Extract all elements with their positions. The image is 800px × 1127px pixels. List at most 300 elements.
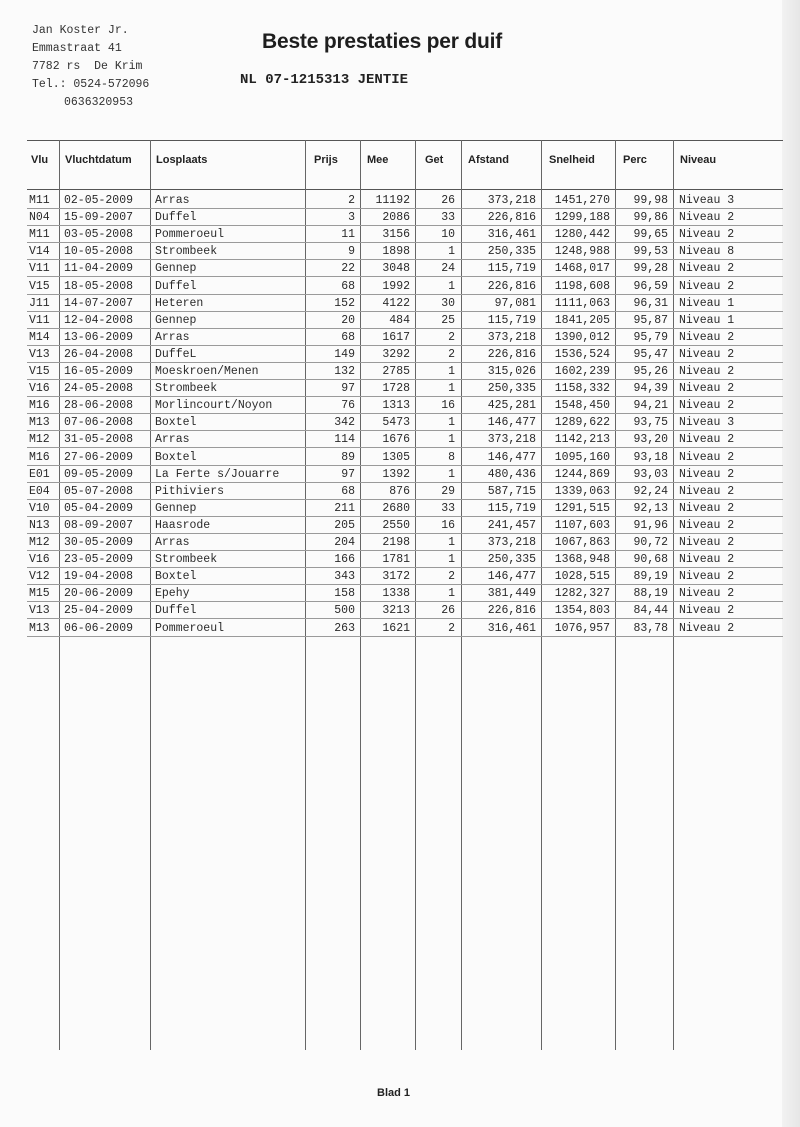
table-row: [27, 329, 783, 346]
table-row: [27, 585, 783, 602]
cell-perc: 88,19: [633, 587, 668, 601]
cell-snelheid: 1548,450: [554, 399, 610, 413]
cell-vluchtdatum: 28-06-2008: [64, 399, 134, 413]
cell-vlu: V16: [29, 553, 50, 567]
cell-vluchtdatum: 25-04-2009: [64, 604, 134, 618]
cell-prijs: 22: [341, 262, 355, 276]
cell-mee: 2086: [382, 211, 410, 225]
cell-perc: 99,65: [633, 228, 668, 242]
cell-perc: 84,44: [633, 604, 668, 618]
cell-vluchtdatum: 19-04-2008: [64, 570, 134, 584]
cell-perc: 83,78: [633, 621, 668, 635]
cell-vlu: M11: [29, 194, 50, 207]
cell-snelheid: 1111,063: [554, 296, 610, 310]
cell-vlu: M16: [29, 399, 50, 413]
table-row: [27, 602, 783, 619]
cell-afstand: 425,281: [487, 399, 536, 413]
cell-get: 2: [448, 330, 455, 344]
cell-get: 2: [448, 621, 455, 635]
cell-niveau: Niveau 2: [679, 553, 735, 567]
header-get: Get: [425, 154, 444, 166]
cell-get: 1: [448, 245, 455, 259]
header-afstand: Afstand: [468, 154, 509, 166]
cell-get: 2: [448, 570, 455, 584]
cell-prijs: 9: [348, 245, 355, 259]
cell-vluchtdatum: 24-05-2008: [64, 382, 134, 396]
cell-get: 1: [448, 536, 455, 549]
cell-snelheid: 1289,622: [554, 416, 610, 430]
cell-niveau: Niveau 2: [679, 228, 735, 242]
cell-losplaats: Moeskroen/Menen: [155, 365, 259, 378]
cell-vlu: V15: [29, 279, 50, 293]
cell-get: 29: [441, 484, 455, 498]
cell-losplaats: Boxtel: [155, 450, 197, 464]
cell-snelheid: 1107,603: [554, 518, 610, 532]
cell-mee: 1621: [382, 621, 410, 635]
cell-get: 24: [441, 262, 455, 276]
table-row: [27, 380, 783, 397]
cell-vlu: V12: [29, 570, 50, 584]
cell-prijs: 152: [334, 296, 355, 310]
cell-losplaats: Boxtel: [155, 570, 197, 584]
cell-get: 1: [448, 553, 455, 567]
sender-street: Emmastraat 41: [32, 42, 122, 55]
table-top-border: [27, 140, 783, 141]
cell-get: 33: [441, 501, 455, 515]
cell-snelheid: 1142,213: [554, 433, 610, 447]
cell-prijs: 68: [341, 484, 355, 498]
cell-losplaats: Gennep: [155, 501, 197, 515]
pigeon-id: NL 07-1215313 JENTIE: [240, 72, 409, 88]
cell-mee: 1392: [382, 467, 410, 481]
cell-vlu: V10: [29, 501, 50, 515]
cell-losplaats: Strombeek: [155, 382, 218, 396]
cell-prijs: 500: [334, 604, 355, 618]
cell-snelheid: 1282,327: [554, 587, 610, 601]
cell-vluchtdatum: 05-07-2008: [64, 484, 134, 498]
cell-vluchtdatum: 09-05-2009: [64, 467, 134, 481]
cell-afstand: 250,335: [487, 553, 536, 567]
cell-niveau: Niveau 2: [679, 587, 735, 601]
table-row: [27, 295, 783, 312]
cell-vluchtdatum: 13-06-2009: [64, 330, 134, 344]
cell-snelheid: 1390,012: [554, 330, 610, 344]
cell-perc: 96,31: [633, 296, 668, 310]
cell-vlu: M13: [29, 416, 50, 430]
cell-get: 10: [441, 228, 455, 242]
sender-mobile: 0636320953: [64, 96, 134, 109]
cell-get: 1: [448, 587, 455, 601]
cell-snelheid: 1841,205: [554, 313, 610, 327]
cell-perc: 93,20: [633, 433, 668, 447]
cell-mee: 3156: [382, 228, 410, 242]
cell-afstand: 480,436: [487, 467, 536, 481]
cell-vlu: E04: [29, 484, 50, 498]
table-row: [27, 500, 783, 517]
cell-vlu: M13: [29, 621, 50, 635]
cell-get: 16: [441, 518, 455, 532]
table-row: [27, 449, 783, 466]
cell-snelheid: 1248,988: [554, 245, 610, 259]
cell-perc: 95,26: [633, 365, 668, 378]
cell-losplaats: Arras: [155, 536, 190, 549]
table-row: [27, 517, 783, 534]
cell-prijs: 68: [341, 330, 355, 344]
cell-vluchtdatum: 15-09-2007: [64, 211, 134, 225]
table-row: [27, 243, 783, 260]
cell-perc: 90,68: [633, 553, 668, 567]
cell-snelheid: 1451,270: [554, 194, 610, 207]
cell-niveau: Niveau 2: [679, 279, 735, 293]
cell-vluchtdatum: 23-05-2009: [64, 553, 134, 567]
cell-niveau: Niveau 2: [679, 433, 735, 447]
cell-niveau: Niveau 2: [679, 399, 735, 413]
cell-vlu: M12: [29, 433, 50, 447]
cell-mee: 5473: [382, 416, 410, 430]
cell-vlu: M15: [29, 587, 50, 601]
header-vluchtdatum: Vluchtdatum: [65, 154, 132, 166]
cell-niveau: Niveau 2: [679, 604, 735, 618]
cell-prijs: 2: [348, 194, 355, 207]
cell-niveau: Niveau 2: [679, 621, 735, 635]
cell-niveau: Niveau 2: [679, 330, 735, 344]
cell-mee: 3213: [382, 604, 410, 618]
cell-vluchtdatum: 18-05-2008: [64, 279, 134, 293]
cell-prijs: 166: [334, 553, 355, 567]
cell-niveau: Niveau 2: [679, 211, 735, 225]
cell-losplaats: Pommeroeul: [155, 621, 225, 635]
cell-vlu: M14: [29, 330, 50, 344]
cell-niveau: Niveau 3: [679, 194, 735, 207]
cell-snelheid: 1354,803: [554, 604, 610, 618]
cell-losplaats: Duffel: [155, 211, 197, 225]
cell-perc: 99,28: [633, 262, 668, 276]
cell-mee: 2680: [382, 501, 410, 515]
header-snelheid: Snelheid: [549, 154, 595, 166]
cell-get: 1: [448, 467, 455, 481]
cell-losplaats: Boxtel: [155, 416, 197, 430]
cell-prijs: 89: [341, 450, 355, 464]
header-mee: Mee: [367, 154, 389, 166]
cell-afstand: 226,816: [487, 604, 536, 618]
cell-afstand: 226,816: [487, 211, 536, 225]
cell-get: 26: [441, 194, 455, 207]
cell-vluchtdatum: 31-05-2008: [64, 433, 134, 447]
cell-vluchtdatum: 05-04-2009: [64, 501, 134, 515]
cell-afstand: 373,218: [487, 194, 536, 207]
cell-afstand: 587,715: [487, 484, 536, 498]
cell-mee: 1338: [382, 587, 410, 601]
cell-vluchtdatum: 07-06-2008: [64, 416, 134, 430]
cell-vluchtdatum: 20-06-2009: [64, 587, 134, 601]
cell-snelheid: 1095,160: [554, 450, 610, 464]
cell-perc: 96,59: [633, 279, 668, 293]
cell-mee: 2198: [382, 536, 410, 549]
cell-mee: 11192: [375, 194, 410, 207]
table-row: [27, 568, 783, 585]
cell-mee: 1676: [382, 433, 410, 447]
cell-prijs: 20: [341, 313, 355, 327]
cell-niveau: Niveau 8: [679, 245, 735, 259]
cell-prijs: 263: [334, 621, 355, 635]
cell-perc: 99,86: [633, 211, 668, 225]
cell-mee: 1992: [382, 279, 410, 293]
cell-perc: 90,72: [633, 536, 668, 549]
cell-mee: 1728: [382, 382, 410, 396]
cell-niveau: Niveau 2: [679, 501, 735, 515]
cell-vluchtdatum: 03-05-2008: [64, 228, 134, 242]
cell-prijs: 97: [341, 467, 355, 481]
cell-losplaats: Arras: [155, 194, 190, 207]
cell-snelheid: 1602,239: [554, 365, 610, 378]
cell-afstand: 373,218: [487, 330, 536, 344]
cell-afstand: 115,719: [487, 262, 536, 276]
table-row: [27, 363, 783, 380]
cell-vluchtdatum: 06-06-2009: [64, 621, 134, 635]
sender-city: 7782 rs De Krim: [32, 60, 143, 73]
cell-prijs: 3: [348, 211, 355, 225]
cell-afstand: 226,816: [487, 279, 536, 293]
cell-losplaats: Morlincourt/Noyon: [155, 399, 273, 413]
cell-losplaats: Pithiviers: [155, 484, 225, 498]
header-vlu: Vlu: [31, 154, 49, 166]
cell-losplaats: La Ferte s/Jouarre: [155, 467, 280, 481]
cell-vluchtdatum: 26-04-2008: [64, 347, 134, 361]
cell-mee: 1898: [382, 245, 410, 259]
cell-mee: 4122: [382, 296, 410, 310]
results-table: [27, 140, 783, 1050]
cell-snelheid: 1339,063: [554, 484, 610, 498]
table-row: [27, 226, 783, 243]
cell-vlu: V13: [29, 604, 50, 618]
cell-get: 30: [441, 296, 455, 310]
cell-get: 2: [448, 347, 455, 361]
cell-afstand: 315,026: [487, 365, 536, 378]
table-row: [27, 346, 783, 363]
cell-mee: 1617: [382, 330, 410, 344]
cell-get: 1: [448, 416, 455, 430]
cell-losplaats: Strombeek: [155, 553, 218, 567]
cell-niveau: Niveau 2: [679, 365, 735, 378]
cell-losplaats: Arras: [155, 330, 190, 344]
cell-losplaats: Strombeek: [155, 245, 218, 259]
cell-perc: 93,03: [633, 467, 668, 481]
cell-niveau: Niveau 2: [679, 467, 735, 481]
cell-mee: 1305: [382, 450, 410, 464]
cell-niveau: Niveau 3: [679, 416, 735, 430]
cell-afstand: 316,461: [487, 228, 536, 242]
cell-niveau: Niveau 2: [679, 484, 735, 498]
cell-afstand: 250,335: [487, 245, 536, 259]
cell-perc: 93,75: [633, 416, 668, 430]
table-row: [27, 312, 783, 329]
cell-vlu: V16: [29, 382, 50, 396]
header-niveau: Niveau: [680, 154, 717, 166]
cell-prijs: 211: [334, 501, 355, 515]
cell-get: 1: [448, 433, 455, 447]
cell-snelheid: 1468,017: [554, 262, 610, 276]
table-row: [27, 278, 783, 295]
cell-snelheid: 1368,948: [554, 553, 610, 567]
table-row: [27, 209, 783, 226]
sender-name: Jan Koster Jr.: [32, 24, 129, 37]
table-row: [27, 534, 783, 551]
cell-snelheid: 1244,869: [554, 467, 610, 481]
cell-get: 26: [441, 604, 455, 618]
cell-prijs: 204: [334, 536, 355, 549]
cell-perc: 95,87: [633, 313, 668, 327]
cell-losplaats: Arras: [155, 433, 190, 447]
cell-perc: 94,21: [633, 399, 668, 413]
cell-losplaats: Gennep: [155, 313, 197, 327]
cell-perc: 95,47: [633, 347, 668, 361]
cell-afstand: 146,477: [487, 570, 536, 584]
cell-mee: 876: [389, 484, 410, 498]
cell-snelheid: 1198,608: [554, 279, 610, 293]
row-divider: [27, 636, 783, 637]
cell-losplaats: Pommeroeul: [155, 228, 225, 242]
header-bottom-border: [27, 189, 783, 190]
cell-afstand: 115,719: [487, 501, 536, 515]
page-edge-shadow: [782, 0, 800, 1127]
cell-snelheid: 1291,515: [554, 501, 610, 515]
cell-afstand: 250,335: [487, 382, 536, 396]
cell-prijs: 114: [334, 433, 355, 447]
cell-losplaats: Haasrode: [155, 518, 211, 532]
cell-losplaats: Heteren: [155, 296, 204, 310]
cell-prijs: 158: [334, 587, 355, 601]
cell-vlu: N04: [29, 211, 50, 225]
cell-get: 1: [448, 365, 455, 378]
cell-vlu: E01: [29, 467, 50, 481]
cell-vlu: V11: [29, 262, 50, 276]
cell-vlu: N13: [29, 518, 50, 532]
table-row: [27, 620, 783, 637]
cell-get: 33: [441, 211, 455, 225]
cell-prijs: 342: [334, 416, 355, 430]
cell-losplaats: DuffeL: [155, 347, 197, 361]
cell-perc: 99,98: [633, 194, 668, 207]
cell-snelheid: 1067,863: [554, 536, 610, 549]
cell-vluchtdatum: 11-04-2009: [64, 262, 134, 276]
cell-vlu: M11: [29, 228, 50, 242]
cell-afstand: 373,218: [487, 536, 536, 549]
cell-afstand: 97,081: [494, 296, 536, 310]
cell-niveau: Niveau 2: [679, 536, 735, 549]
cell-vluchtdatum: 16-05-2009: [64, 365, 134, 378]
cell-vlu: J11: [29, 296, 50, 310]
cell-vluchtdatum: 08-09-2007: [64, 518, 134, 532]
table-row: [27, 260, 783, 277]
table-row: [27, 431, 783, 448]
cell-niveau: Niveau 1: [679, 313, 735, 327]
cell-vluchtdatum: 27-06-2009: [64, 450, 134, 464]
cell-niveau: Niveau 1: [679, 296, 735, 310]
cell-mee: 484: [389, 313, 410, 327]
sender-address: [32, 22, 149, 112]
cell-prijs: 149: [334, 347, 355, 361]
cell-get: 16: [441, 399, 455, 413]
cell-afstand: 381,449: [487, 587, 536, 601]
cell-mee: 3048: [382, 262, 410, 276]
cell-losplaats: Gennep: [155, 262, 197, 276]
cell-perc: 94,39: [633, 382, 668, 396]
cell-vluchtdatum: 02-05-2009: [64, 194, 134, 207]
cell-vluchtdatum: 12-04-2008: [64, 313, 134, 327]
cell-afstand: 146,477: [487, 416, 536, 430]
cell-afstand: 241,457: [487, 518, 536, 532]
cell-perc: 91,96: [633, 518, 668, 532]
cell-vlu: V11: [29, 313, 50, 327]
cell-perc: 99,53: [633, 245, 668, 259]
cell-mee: 2785: [382, 365, 410, 378]
cell-vlu: V14: [29, 245, 50, 259]
cell-perc: 92,13: [633, 501, 668, 515]
table-row: [27, 414, 783, 431]
cell-vlu: V15: [29, 365, 50, 378]
cell-prijs: 132: [334, 365, 355, 378]
header-losplaats: Losplaats: [156, 154, 208, 166]
table-row: [27, 192, 783, 209]
cell-niveau: Niveau 2: [679, 450, 735, 464]
cell-niveau: Niveau 2: [679, 262, 735, 276]
cell-get: 1: [448, 382, 455, 396]
cell-prijs: 68: [341, 279, 355, 293]
table-row: [27, 397, 783, 414]
cell-afstand: 316,461: [487, 621, 536, 635]
table-row: [27, 483, 783, 500]
cell-perc: 89,19: [633, 570, 668, 584]
page-title: Beste prestaties per duif: [262, 30, 503, 53]
cell-afstand: 226,816: [487, 347, 536, 361]
header-prijs: Prijs: [314, 154, 338, 166]
cell-afstand: 146,477: [487, 450, 536, 464]
cell-mee: 1781: [382, 553, 410, 567]
cell-snelheid: 1028,515: [554, 570, 610, 584]
table-row: [27, 551, 783, 568]
sender-tel: Tel.: 0524-572096: [32, 78, 150, 91]
cell-vluchtdatum: 10-05-2008: [64, 245, 134, 259]
cell-losplaats: Duffel: [155, 279, 197, 293]
cell-perc: 92,24: [633, 484, 668, 498]
cell-perc: 93,18: [633, 450, 668, 464]
cell-snelheid: 1280,442: [554, 228, 610, 242]
cell-niveau: Niveau 2: [679, 382, 735, 396]
cell-get: 25: [441, 313, 455, 327]
cell-vluchtdatum: 14-07-2007: [64, 296, 134, 310]
cell-snelheid: 1076,957: [554, 621, 610, 635]
cell-prijs: 97: [341, 382, 355, 396]
cell-vlu: M12: [29, 536, 50, 549]
cell-vlu: V13: [29, 347, 50, 361]
cell-prijs: 205: [334, 518, 355, 532]
cell-mee: 3172: [382, 570, 410, 584]
cell-losplaats: Epehy: [155, 587, 190, 601]
cell-snelheid: 1536,524: [554, 347, 610, 361]
cell-mee: 1313: [382, 399, 410, 413]
header-perc: Perc: [623, 154, 647, 166]
cell-niveau: Niveau 2: [679, 347, 735, 361]
cell-mee: 2550: [382, 518, 410, 532]
cell-afstand: 115,719: [487, 313, 536, 327]
cell-prijs: 76: [341, 399, 355, 413]
page-number: Blad 1: [377, 1087, 411, 1099]
cell-snelheid: 1299,188: [554, 211, 610, 225]
cell-vlu: M16: [29, 450, 50, 464]
cell-get: 8: [448, 450, 455, 464]
cell-losplaats: Duffel: [155, 604, 197, 618]
cell-snelheid: 1158,332: [554, 382, 610, 396]
